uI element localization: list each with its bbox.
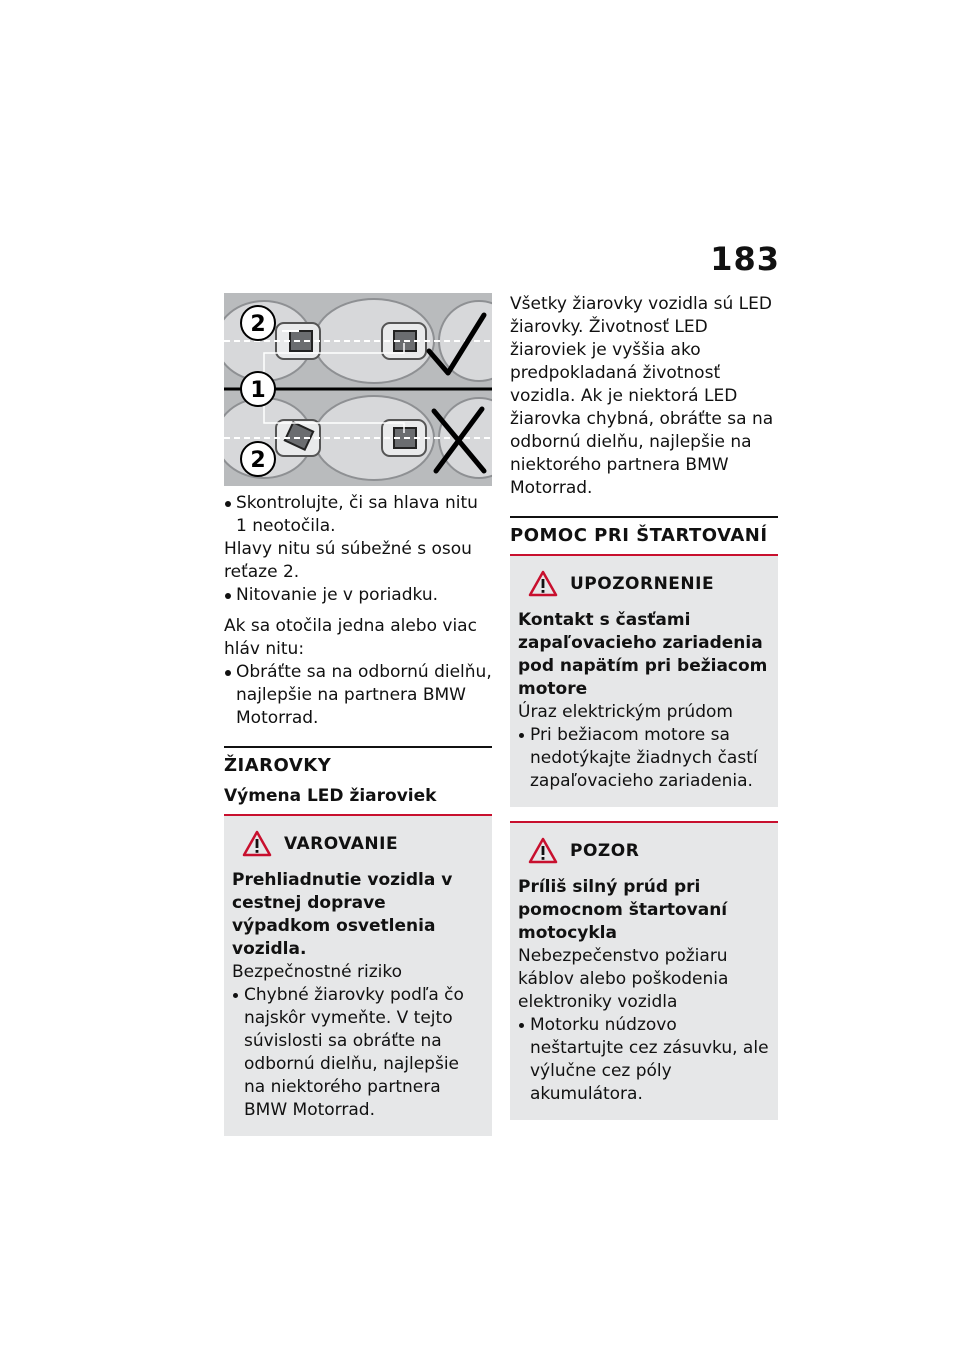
caution-strong: Príliš silný prúd pri pomocnom štartovaní motocykla [518, 877, 728, 943]
warning-strong: Kontakt s časťami zapaľovacieho zariadenia pod napätím pri bežiacom motore [518, 610, 768, 699]
callout-2-top [241, 306, 275, 340]
warning-strong: Prehliadnutie vozidla v cestnej doprave výpadkom osvetlenia vozidla. [232, 870, 453, 959]
warning-triangle-icon [528, 570, 558, 597]
led-info-text: Všetky žiarovky vozidla sú LED žiarovky. Životnosť LED žiaroviek je vyššia ako predpokladaná životnosť vozidla. Ak je niektorá LED žiarovka chybná, obráťte sa na odbornú dielňu, najlepšie na niektorého partnera BMW Motorrad. [510, 294, 774, 498]
warning-box-varovanie [224, 814, 492, 1136]
svg-text:2: 2 [250, 312, 266, 337]
svg-text:2: 2 [250, 448, 266, 473]
warning-bullet: Chybné žiarovky podľa čo najskôr vymeňte. V tejto súvislosti sa obráťte na odbornú dielňu, najlepšie na niektorého partnera BMW Motorrad. [232, 984, 484, 1122]
warning-box-upozornenie [510, 554, 778, 807]
subsection-led-replacement: Výmena LED žiaroviek [224, 786, 437, 806]
callout-2-bottom [241, 442, 275, 476]
warning-text: Bezpečnostné riziko [232, 962, 402, 982]
contact-workshop-bullet: Obráťte sa na odbornú dielňu, najlepšie na partnera BMW Motorrad. [224, 661, 492, 730]
section-title-jump-start: POMOC PRI ŠTARTOVANÍ [510, 516, 778, 548]
caution-bullet: Motorku núdzovo neštartujte cez zásuvku, ale výlučne cez póly akumulátora. [518, 1014, 770, 1106]
section-title-bulbs: ŽIAROVKY [224, 746, 492, 778]
right-column [510, 293, 778, 1120]
rivet-turned-text: Ak sa otočila jedna alebo viac hláv nitu: [224, 616, 477, 659]
caution-text: Nebezpečenstvo požiaru káblov alebo poškodenia elektroniky vozidla [518, 946, 729, 1012]
rivet-ok-bullet: Nitovanie je v poriadku. [224, 584, 492, 607]
chain-rivet-figure [224, 293, 492, 486]
warning-title: UPOZORNENIE [570, 573, 715, 594]
warning-triangle-icon [528, 837, 558, 864]
warning-title: VAROVANIE [284, 833, 399, 854]
caution-title: POZOR [570, 840, 640, 861]
callout-1 [241, 372, 275, 406]
warning-text: Úraz elektrickým prúdom [518, 702, 733, 722]
left-column [224, 293, 492, 1136]
check-rivet-bullet: Skontrolujte, či sa hlava nitu 1 neotočila. [224, 492, 492, 538]
page-number: 183 [710, 240, 780, 278]
rivet-parallel-text: Hlavy nitu sú súbežné s osou reťaze 2. [224, 539, 472, 582]
svg-text:1: 1 [250, 378, 266, 403]
warning-box-pozor [510, 821, 778, 1120]
warning-triangle-icon [242, 830, 272, 857]
warning-bullet: Pri bežiacom motore sa nedotýkajte žiadnych častí zapaľovacieho zariadenia. [518, 724, 770, 793]
